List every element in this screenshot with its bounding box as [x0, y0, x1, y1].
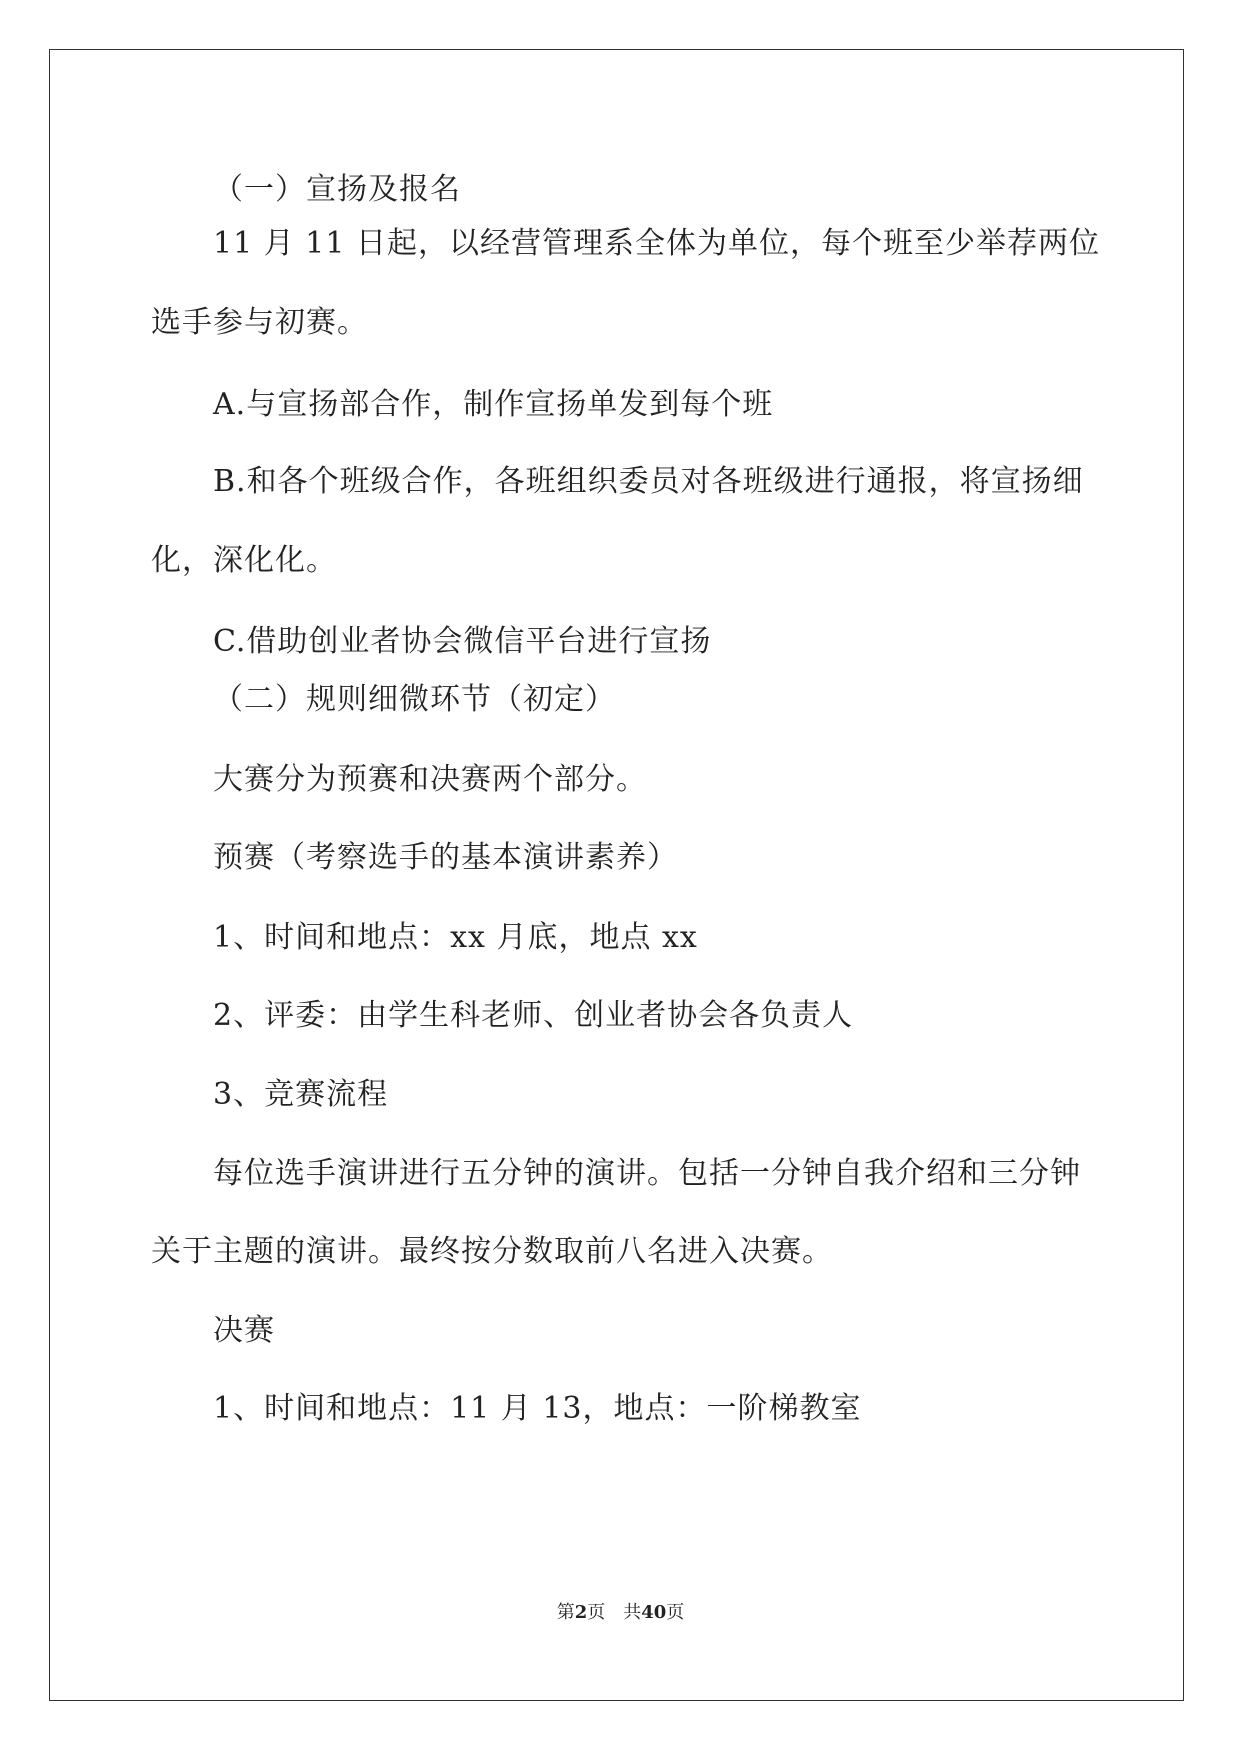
- list-item: A.与宣扬部合作，制作宣扬单发到每个班: [213, 387, 774, 422]
- footer-mid: 页 共: [587, 1602, 642, 1623]
- section-heading: （一）宣扬及报名: [213, 172, 461, 207]
- section-heading: （二）规则细微环节（初定）: [213, 682, 616, 717]
- footer-prefix: 第: [556, 1602, 575, 1623]
- paragraph-line: 选手参与初赛。: [151, 305, 368, 340]
- list-item: 2、评委：由学生科老师、创业者协会各负责人: [213, 998, 854, 1033]
- footer-page-number: 2: [574, 1602, 588, 1623]
- paragraph-line: 化，深化化。: [151, 543, 337, 578]
- paragraph-line: 关于主题的演讲。最终按分数取前八名进入决赛。: [151, 1234, 833, 1269]
- paragraph-line: 11 月 11 日起，以经营管理系全体为单位，每个班至少举荐两位: [213, 226, 1100, 261]
- list-item: 1、时间和地点：11 月 13，地点：一阶梯教室: [213, 1391, 862, 1426]
- list-item: B.和各个班级合作，各班组织委员对各班级进行通报，将宣扬细: [213, 464, 1084, 499]
- list-item: C.借助创业者协会微信平台进行宣扬: [213, 624, 712, 659]
- footer-page-total: 40: [641, 1602, 667, 1623]
- list-item: 1、时间和地点：xx 月底，地点 xx: [213, 920, 698, 955]
- subsection-heading: 预赛（考察选手的基本演讲素养）: [213, 840, 678, 875]
- list-item: 3、竞赛流程: [213, 1077, 389, 1112]
- subsection-heading: 决赛: [213, 1313, 275, 1348]
- paragraph-line: 大赛分为预赛和决赛两个部分。: [213, 762, 647, 797]
- paragraph-line: 每位选手演讲进行五分钟的演讲。包括一分钟自我介绍和三分钟: [213, 1156, 1081, 1191]
- page-footer: [0, 1601, 1241, 1625]
- footer-suffix: 页: [666, 1602, 685, 1623]
